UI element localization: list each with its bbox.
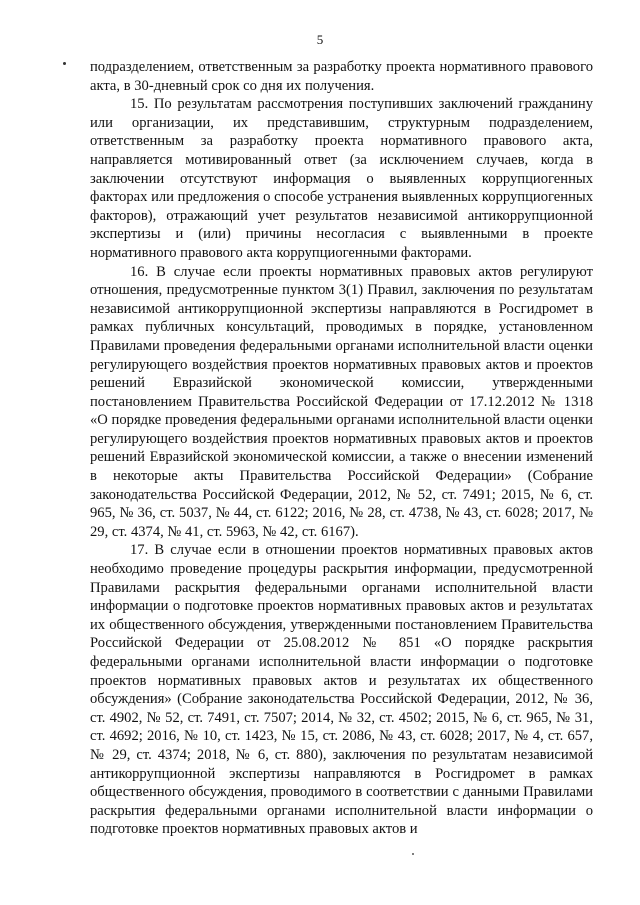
document-body: [90, 58, 593, 839]
paragraph-15: 15. По результатам рассмотрения поступивших заключений гражданину или организации, их представившим, структурным подразделением, ответственным за разработку проекта нормативного правового акта, направляется мотивированный ответ (за исключением случаев, когда в заключении отсутствуют информация о выявленных коррупциогенных факторах или предложения о способе устранения выявленных коррупциогенных факторов), отражающий учет результатов независимой антикоррупционной экспертизы и (или) причины несогласия с выявленными в проекте нормативного правового акта коррупциогенными факторами.: [90, 96, 593, 261]
paragraph-continuation: подразделением, ответственным за разработку проекта нормативного правового акта, в 30-дневный срок со дня их получения.: [90, 59, 593, 94]
scan-speck: [412, 853, 414, 855]
scan-speck: [63, 62, 66, 65]
paragraph-16: 16. В случае если проекты нормативных правовых актов регулируют отношения, предусмотренные пунктом 3(1) Правил, заключения по результатам независимой антикоррупционной экспертизы направляются в Росгидромет в рамках публичных консультаций, проводимых в порядке, установленном Правилами проведения федеральными органами исполнительной власти оценки регулирующего воздействия проектов нормативных правовых актов и проектов решений Евразийской экономической комиссии, утвержденными постановлением Правительства Российской Федерации от 17.12.2012 № 1318 «О порядке проведения федеральными органами исполнительной власти оценки регулирующего воздействия проектов нормативных правовых актов и проектов решений Евразийской экономической комиссии, а также о внесении изменений в некоторые акты Правительства Российской Федерации» (Собрание законодательства Российской Федерации, 2012, № 52, ст. 7491; 2015, № 6, ст. 965, № 36, ст. 5037, № 44, ст. 6122; 2016, № 28, ст. 4738, № 43, ст. 6028; 2017, № 29, ст. 4374, № 41, ст. 5963, № 42, ст. 6167).: [90, 263, 593, 540]
page-number: 5: [316, 32, 324, 47]
paragraph-17: 17. В случае если в отношении проектов нормативных правовых актов необходимо проведение процедуры раскрытия информации, предусмотренной Правилами раскрытия федеральными органами исполнительной власти информации о подготовке проектов нормативных правовых актов и результатах их общественного обсуждения, утвержденными постановлением Правительства Российской Федерации от 25.08.2012 № 851 «О порядке раскрытия федеральными органами исполнительной власти информации о подготовке проектов нормативных правовых актов и результатах их общественного обсуждения» (Собрание законодательства Российской Федерации, 2012, № 36, ст. 4902, № 52, ст. 7491, ст. 7507; 2014, № 32, ст. 4502; 2015, № 6, ст. 965, № 31, ст. 4692; 2016, № 10, ст. 1423, № 15, ст. 2086, № 43, ст. 6028; 2017, № 4, ст. 657, № 29, ст. 4374; 2018, № 6, ст. 880), заключения по результатам независимой антикоррупционной экспертизы направляются в Росгидромет в рамках общественного обсуждения, проводимого в соответствии с данными Правилами раскрытия федеральными органами исполнительной власти информации о подготовке проектов нормативных правовых актов и: [90, 542, 593, 838]
